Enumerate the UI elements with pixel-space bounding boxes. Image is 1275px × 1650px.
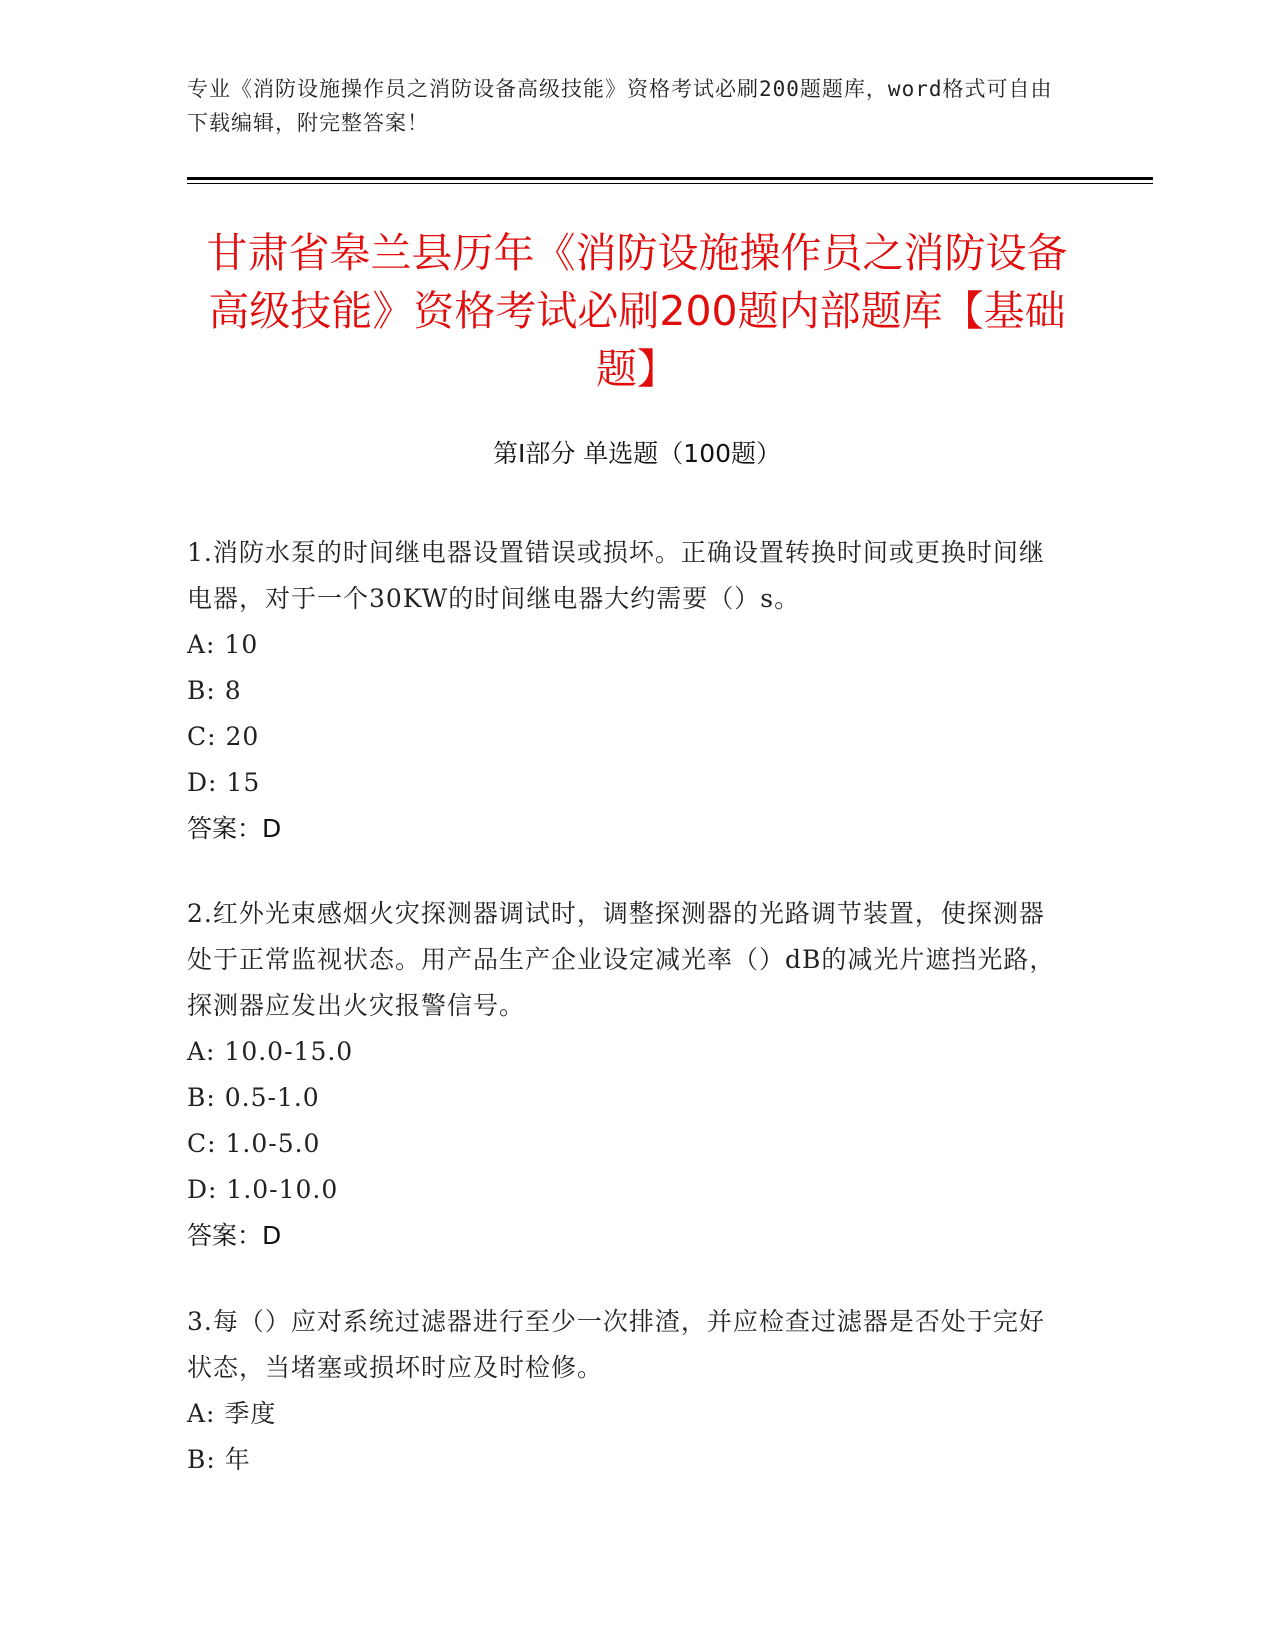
option-a: A: 10 [187,630,259,659]
question-2 [187,891,1067,1259]
option-b: B: 8 [187,676,242,705]
header-divider-thick [187,177,1153,180]
header-note: 专业《消防设施操作员之消防设备高级技能》资格考试必刷200题题库，word格式可自由下载编辑，附完整答案！ [187,77,1053,135]
header-divider-thin [187,183,1153,184]
answer: 答案：D [187,814,282,843]
option-d: D: 15 [187,768,261,797]
option-c: C: 20 [187,722,260,751]
option-b: B: 年 [187,1445,251,1474]
question-3 [187,1299,1067,1483]
answer: 答案：D [187,1221,282,1250]
option-b: B: 0.5-1.0 [187,1083,320,1112]
option-d: D: 1.0-10.0 [187,1175,339,1204]
question-stem: 2.红外光束感烟火灾探测器调试时，调整探测器的光路调节装置，使探测器处于正常监视状态。用产品生产企业设定减光率（）dB的减光片遮挡光路，探测器应发出火灾报警信号。 [187,899,1056,1020]
question-stem: 3.每（）应对系统过滤器进行至少一次排渣，并应检查过滤器是否处于完好状态，当堵塞或损坏时应及时检修。 [187,1307,1045,1382]
option-a: A: 季度 [187,1399,277,1428]
option-a: A: 10.0-15.0 [187,1037,354,1066]
question-1 [187,530,1067,852]
option-c: C: 1.0-5.0 [187,1129,321,1158]
document-title: 甘肃省皋兰县历年《消防设施操作员之消防设备高级技能》资格考试必刷200题内部题库【基础题】 [206,229,1068,393]
question-stem: 1.消防水泵的时间继电器设置错误或损坏。正确设置转换时间或更换时间继电器，对于一个30KW的时间继电器大约需要（）s。 [187,538,1045,613]
section-title: 第I部分 单选题（100题） [492,439,782,468]
